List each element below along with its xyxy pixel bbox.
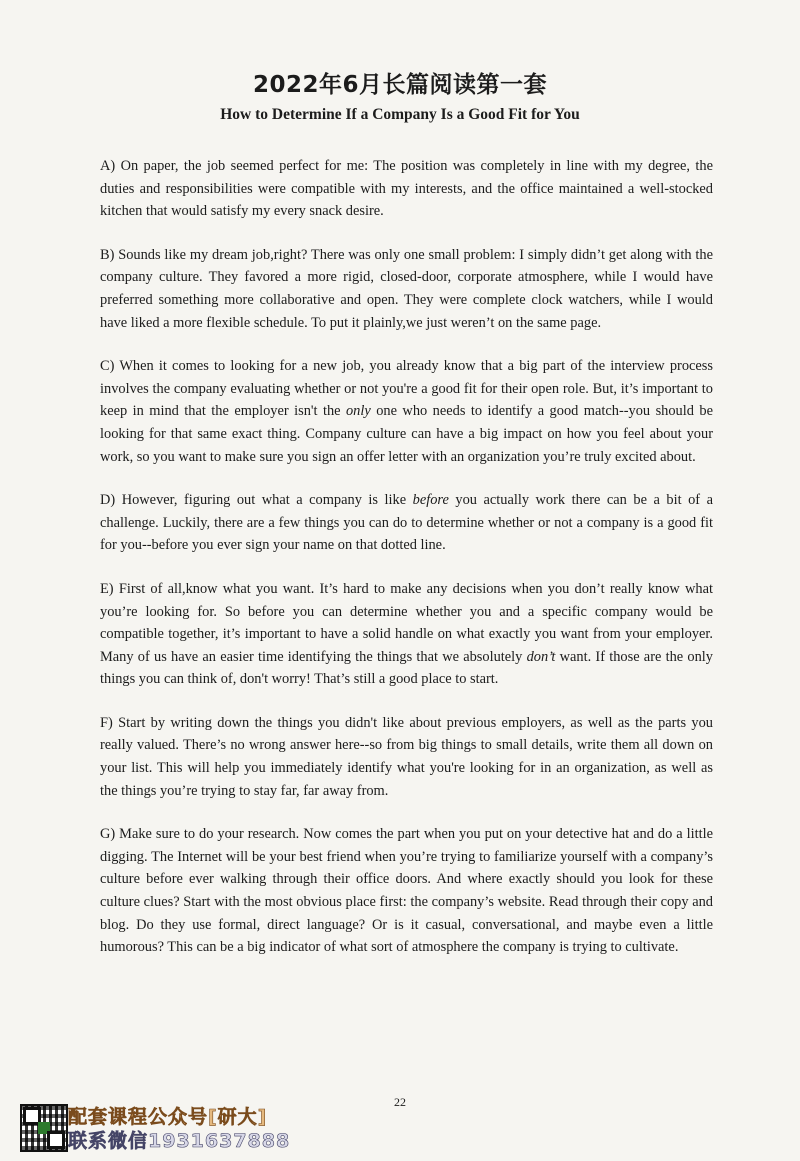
emphasis-text: only xyxy=(345,403,371,420)
qr-code-icon xyxy=(20,1104,68,1152)
page-number: 22 xyxy=(394,1095,406,1109)
paragraph-text: you actually work there can be a bit of a challenge. Luckily, there are a few things you can do to determine whether or not a company is a good fit for you--before you ever sign your name on that dotted line. xyxy=(100,492,713,554)
paragraph-text: However, figuring out what a company is like xyxy=(121,492,413,509)
paragraph-label: D) xyxy=(100,492,116,509)
paragraph-text: Sounds like my dream job,right? There was only one small problem: I simply didn’t get along with the company culture. They favored a more rigid, closed-door, corporate atmosphere, while I would have preferred something more collaborative and open. They were complete clock watchers, while I would have liked a more flexible schedule. To put it plainly,we just weren’t on the same page. xyxy=(100,246,713,331)
paragraph-g xyxy=(100,823,713,959)
paragraph-text: Make sure to do your research. Now comes the part when you put on your detective hat and do a little digging. The Internet will be your best friend when you’re trying to familiarize yourself with a company’s culture before ever walking through their office doors. And where exactly should you look for these culture clues? Start with the most obvious place first: the company’s website. Read through their copy and blog. Do they use formal, direct language? Or is it casual, conversational, and maybe even a little humorous? This can be a big indicator of what sort of atmosphere the company is trying to cultivate. xyxy=(100,826,713,956)
paragraph-label: F) xyxy=(100,714,113,731)
paragraph-text: one who needs to identify a good match--you should be looking for that same exact thing. Company culture can have a big impact on how you feel about your work, so you want to make sure you sign an offer letter with an organization you’re truly excited about. xyxy=(100,403,713,465)
promo-text-course: 配套课程公众号[研大] xyxy=(68,1106,268,1128)
paragraph-e xyxy=(100,578,713,691)
paragraph-label: E) xyxy=(100,580,114,597)
paragraph-c xyxy=(100,355,713,468)
promo-text-contact: 联系微信1931637888 xyxy=(68,1130,291,1152)
paragraph-label: B) xyxy=(100,246,115,263)
article-title: How to Determine If a Company Is a Good Fit for You xyxy=(220,106,580,123)
paragraph-f xyxy=(100,712,713,802)
paragraph-text: On paper, the job seemed perfect for me: The position was completely in line with my degree, the duties and responsibilities were compatible with my interests, and the office maintained a well-stocked kitchen that would satisfy my every snack desire. xyxy=(100,158,713,220)
emphasis-text: before xyxy=(412,492,449,509)
article-body xyxy=(100,155,713,980)
paragraph-d xyxy=(100,489,713,557)
paragraph-text: When it comes to looking for a new job, you already know that a big part of the interview process involves the company evaluating whether or not you're a good fit for their open role. But, it’s important to keep in mind that the employer isn't the xyxy=(100,358,713,420)
paragraph-label: G) xyxy=(100,826,116,843)
paragraph-text: want. If those are the only things you can think of, don't worry! That’s still a good place to start. xyxy=(100,648,713,688)
page-title: 2022年6月长篇阅读第一套 xyxy=(252,72,548,98)
paragraph-a xyxy=(100,155,713,223)
paragraph-text: First of all,know what you want. It’s hard to make any decisions when you don’t really know what you’re looking for. So before you can determine whether you and a specific company would be compatible together, it’s important to have a solid handle on what exactly you want from your employer. Many of us have an easier time identifying the things that we absolutely xyxy=(100,580,713,665)
paragraph-b xyxy=(100,244,713,334)
paragraph-label: C) xyxy=(100,358,115,375)
paragraph-text: Start by writing down the things you didn't like about previous employers, as well as the parts you really valued. There’s no wrong answer here--so from big things to small details, write them all down on your list. This will help you immediately identify what you're looking for in an organization, as well as the things you’re trying to stay far, far away from. xyxy=(100,714,713,799)
promo-banner xyxy=(20,1104,350,1154)
emphasis-text: don’t xyxy=(526,648,556,665)
paragraph-label: A) xyxy=(100,158,116,174)
